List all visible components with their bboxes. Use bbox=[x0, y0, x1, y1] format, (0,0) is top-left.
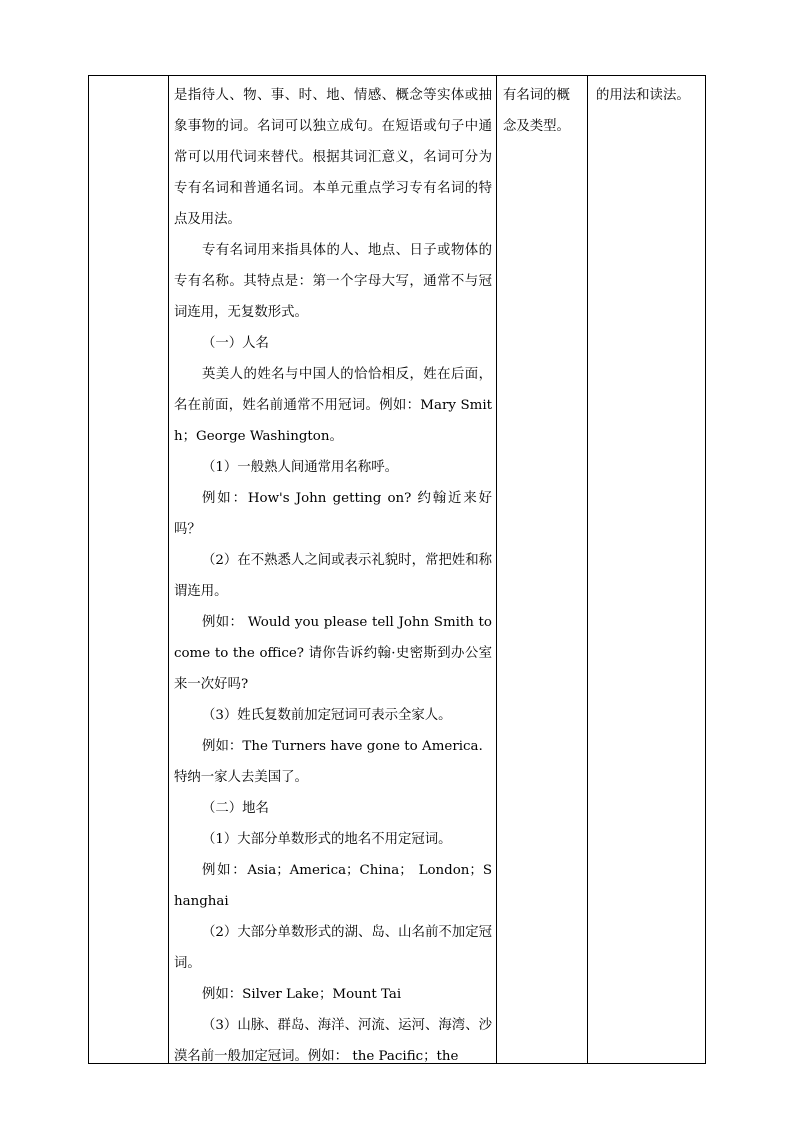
column-divider bbox=[496, 76, 497, 1063]
column-divider bbox=[587, 76, 588, 1063]
content-column bbox=[174, 76, 492, 1072]
paragraph: （2）在不熟悉人之间或表示礼貌时，常把姓和称谓连用。 bbox=[174, 553, 492, 599]
notes-column: 的用法和读法。 bbox=[596, 88, 690, 103]
paragraph: 英美人的姓名与中国人的恰恰相反，姓在后面，名在前面，姓名前通常不用冠词。例如：Mary Smith；George Washington。 bbox=[174, 367, 492, 444]
paragraph: （3）姓氏复数前加定冠词可表示全家人。 bbox=[202, 708, 452, 723]
example: 例如：The Turners have gone to America．特纳一家人去美国了。 bbox=[174, 739, 492, 785]
paragraph: （1）一般熟人间通常用名称呼。 bbox=[202, 460, 398, 475]
example: 例如： Would you please tell John Smith to come to the office? 请你告诉约翰·史密斯到办公室来一次好吗? bbox=[174, 615, 492, 692]
example: 例如：How's John getting on? 约翰近来好吗？ bbox=[174, 491, 492, 537]
section-heading: （二）地名 bbox=[202, 801, 269, 816]
objective-column: 有名词的概念及类型。 bbox=[503, 88, 570, 134]
paragraph: 专有名词用来指具体的人、地点、日子或物体的专有名称。其特点是：第一个字母大写，通常不与冠词连用，无复数形式。 bbox=[174, 243, 492, 320]
lesson-plan-table bbox=[88, 75, 706, 1064]
column-divider bbox=[168, 76, 169, 1063]
paragraph: （1）大部分单数形式的地名不用定冠词。 bbox=[202, 832, 452, 847]
paragraph: （3）山脉、群岛、海洋、河流、运河、海湾、沙漠名前一般加定冠词。例如： the Pacific；the bbox=[174, 1018, 492, 1064]
section-heading: （一）人名 bbox=[202, 336, 269, 351]
example: 例如：Silver Lake；Mount Tai bbox=[202, 987, 402, 1002]
paragraph: 是指待人、物、事、时、地、情感、概念等实体或抽象事物的词。名词可以独立成句。在短语或句子中通常可以用代词来替代。根据其词汇意义，名词可分为专有名词和普通名词。本单元重点学习专有名词的特点及用法。 bbox=[174, 88, 492, 227]
example: 例如：Asia；America；China； London；Shanghai bbox=[174, 863, 492, 909]
paragraph: （2）大部分单数形式的湖、岛、山名前不加定冠词。 bbox=[174, 925, 492, 971]
